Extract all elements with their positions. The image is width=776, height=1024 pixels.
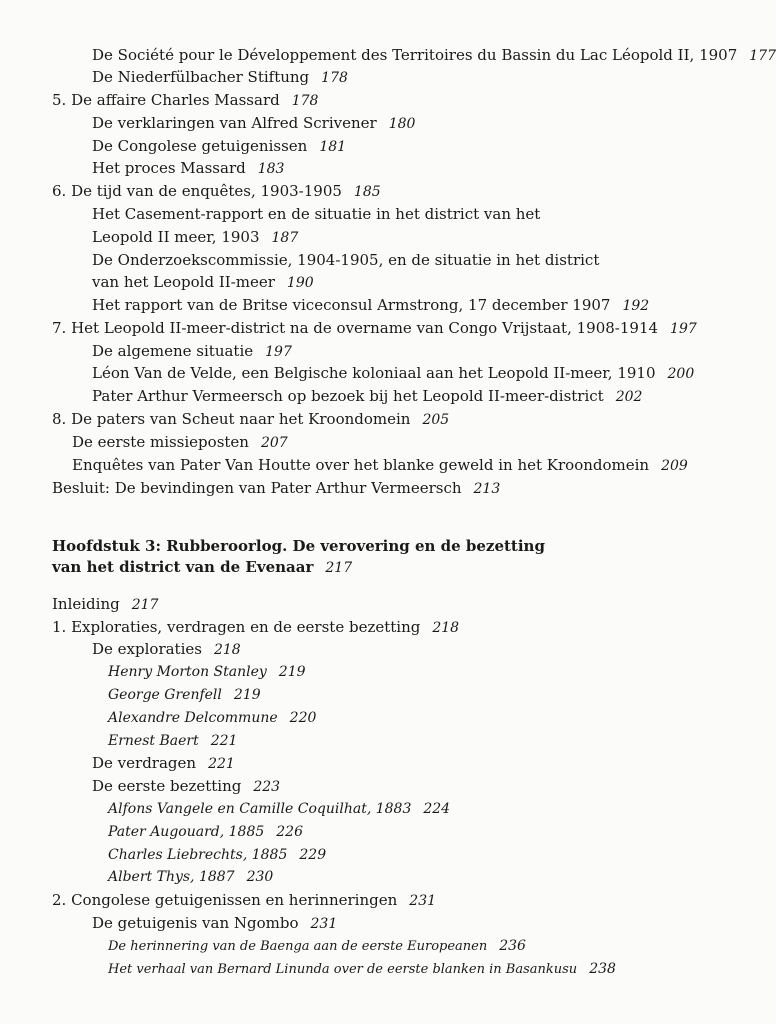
toc-entry-text: De eerste missieposten — [72, 433, 249, 451]
toc-page-number: 219 — [233, 687, 261, 703]
toc-entry-text: De Société pour le Développement des Territoires du Bassin du Lac Léopold II, 1907 — [92, 46, 738, 64]
toc-section — [52, 318, 697, 339]
toc-entry-text: Ernest Baert — [108, 733, 199, 749]
toc-entry-text: 6. De tijd van de enquêtes, 1903-1905 — [52, 182, 342, 200]
toc-entry — [52, 478, 500, 499]
toc-entry — [92, 136, 346, 157]
toc-page-number: 185 — [353, 184, 381, 200]
toc-section — [52, 409, 449, 430]
toc-entry — [92, 158, 284, 179]
toc-page-number: 197 — [670, 321, 697, 337]
toc-entry-text: 5. De affaire Charles Massard — [52, 91, 280, 109]
toc-entry — [92, 363, 694, 384]
toc-page-number: 224 — [423, 801, 451, 817]
chapter-heading-text: van het district van de Evenaar — [52, 558, 314, 576]
toc-entry-text: Het Casement-rapport en de situatie in het district van het — [92, 205, 541, 223]
toc-page-number: 187 — [271, 230, 299, 246]
toc-page-number: 223 — [253, 779, 281, 795]
toc-entry-text: Inleiding — [52, 595, 120, 613]
toc-entry — [92, 753, 235, 774]
toc-entry-text: De getuigenis van Ngombo — [92, 914, 299, 932]
toc-entry — [92, 386, 642, 407]
toc-section — [52, 90, 318, 111]
toc-entry-text: Alexandre Delcommune — [108, 710, 278, 726]
toc-entry-text: De verdragen — [92, 754, 197, 772]
toc-entry-text: Albert Thys, 1887 — [108, 869, 235, 885]
toc-page-number: 178 — [321, 70, 348, 86]
toc-subentry — [108, 685, 261, 705]
toc-entry — [92, 295, 649, 316]
toc-entry-text: De Congolese getuigenissen — [92, 137, 308, 155]
toc-entry-text: Pater Arthur Vermeersch op bezoek bij het Leopold II-meer-district — [92, 387, 604, 405]
toc-subentry — [108, 708, 316, 728]
toc-subentry — [108, 662, 306, 682]
toc-entry — [52, 594, 158, 615]
toc-entry-text: De herinnering van de Baenga aan de eerste Europeanen — [108, 939, 488, 954]
toc-entry-text: De verklaringen van Alfred Scrivener — [92, 114, 377, 132]
toc-page-number: 207 — [260, 435, 288, 451]
toc-entry-text: 8. De paters van Scheut naar het Kroondomein — [52, 410, 411, 428]
toc-entry-text: De exploraties — [92, 640, 202, 658]
toc-section — [52, 890, 436, 911]
toc-page-number: 192 — [622, 298, 650, 314]
toc-page-number: 213 — [473, 481, 501, 497]
toc-page-number: 226 — [276, 824, 303, 840]
toc-entry — [92, 45, 776, 66]
toc-page-number: 217 — [131, 597, 159, 613]
toc-entry-text: Henry Morton Stanley — [108, 664, 267, 680]
toc-page-number: 183 — [257, 161, 285, 177]
toc-page-number: 197 — [265, 344, 292, 360]
toc-subentry — [108, 799, 450, 819]
toc-entry — [92, 113, 415, 134]
toc-subentry — [108, 936, 526, 957]
toc-section — [52, 617, 459, 638]
toc-page-number: 219 — [278, 664, 306, 680]
toc-page-number: 180 — [388, 116, 416, 132]
toc-page-number: 218 — [213, 642, 241, 658]
toc-page-number: 230 — [246, 869, 274, 885]
toc-section — [52, 181, 381, 202]
toc-page-number: 236 — [499, 938, 526, 954]
toc-entry — [92, 204, 540, 224]
toc-entry-text: Besluit: De bevindingen van Pater Arthur Vermeersch — [52, 479, 462, 497]
toc-page-number: 221 — [208, 756, 235, 772]
toc-subentry — [108, 822, 303, 842]
toc-entry — [92, 913, 337, 934]
toc-subentry — [108, 845, 326, 865]
toc-page-number: 205 — [422, 412, 450, 428]
toc-entry-text: Léon Van de Velde, een Belgische koloniaal aan het Leopold II-meer, 1910 — [92, 364, 656, 382]
toc-entry-text: 7. Het Leopold II-meer-district na de overname van Congo Vrijstaat, 1908-1914 — [52, 319, 659, 337]
toc-entry-text: George Grenfell — [108, 687, 222, 703]
toc-entry — [92, 341, 292, 362]
chapter-heading-text: Hoofdstuk 3: Rubberoorlog. De verovering en de bezetting — [52, 537, 545, 555]
toc-page-number: 231 — [310, 916, 338, 932]
toc-page-number: 218 — [432, 620, 460, 636]
toc-entry-text: 1. Exploraties, verdragen en de eerste bezetting — [52, 618, 421, 636]
toc-page-number: 190 — [286, 275, 314, 291]
toc-entry-text: 2. Congolese getuigenissen en herinneringen — [52, 891, 398, 909]
toc-subentry — [108, 731, 237, 751]
toc-entry-text: De Onderzoekscommissie, 1904-1905, en de situatie in het district — [92, 251, 600, 269]
toc-subentry — [108, 867, 273, 887]
toc-entry — [72, 455, 688, 476]
toc-entry-text: De algemene situatie — [92, 342, 254, 360]
toc-entry-text: Alfons Vangele en Camille Coquilhat, 1883 — [108, 801, 412, 817]
toc-entry-text: De eerste bezetting — [92, 777, 242, 795]
toc-entry-text: Het verhaal van Bernard Linunda over de eerste blanken in Basankusu — [108, 962, 578, 977]
chapter-heading — [52, 536, 545, 556]
toc-subentry — [108, 959, 616, 980]
toc-entry — [92, 67, 348, 88]
toc-entry-text: Het proces Massard — [92, 159, 246, 177]
toc-page-number: 181 — [319, 139, 347, 155]
toc-entry — [92, 639, 241, 660]
toc-entry — [92, 250, 599, 270]
toc-page-number: 200 — [667, 366, 695, 382]
toc-page-number: 231 — [409, 893, 437, 909]
toc-page-number: 217 — [325, 560, 353, 576]
toc-entry-text: van het Leopold II-meer — [92, 273, 275, 291]
toc-entry-text: De Niederfülbacher Stiftung — [92, 68, 310, 86]
toc-page-number: 229 — [299, 847, 327, 863]
toc-page-number: 178 — [291, 93, 319, 109]
toc-page-number: 209 — [661, 458, 688, 474]
toc-entry-text: Pater Augouard, 1885 — [108, 824, 265, 840]
toc-entry-text: Het rapport van de Britse viceconsul Armstrong, 17 december 1907 — [92, 296, 611, 314]
chapter-heading — [52, 557, 352, 578]
toc-page-number: 238 — [589, 961, 616, 977]
toc-entry-text: Charles Liebrechts, 1885 — [108, 847, 288, 863]
toc-page-number: 221 — [210, 733, 238, 749]
toc-page-number: 177 — [749, 48, 776, 64]
toc-entry — [92, 272, 314, 293]
toc-entry-text: Leopold II meer, 1903 — [92, 228, 260, 246]
toc-entry — [72, 432, 288, 453]
toc-page-number: 220 — [289, 710, 317, 726]
toc-entry-text: Enquêtes van Pater Van Houtte over het blanke geweld in het Kroondomein — [72, 456, 650, 474]
toc-entry — [92, 227, 298, 248]
toc-entry — [92, 776, 280, 797]
toc-page-number: 202 — [615, 389, 643, 405]
